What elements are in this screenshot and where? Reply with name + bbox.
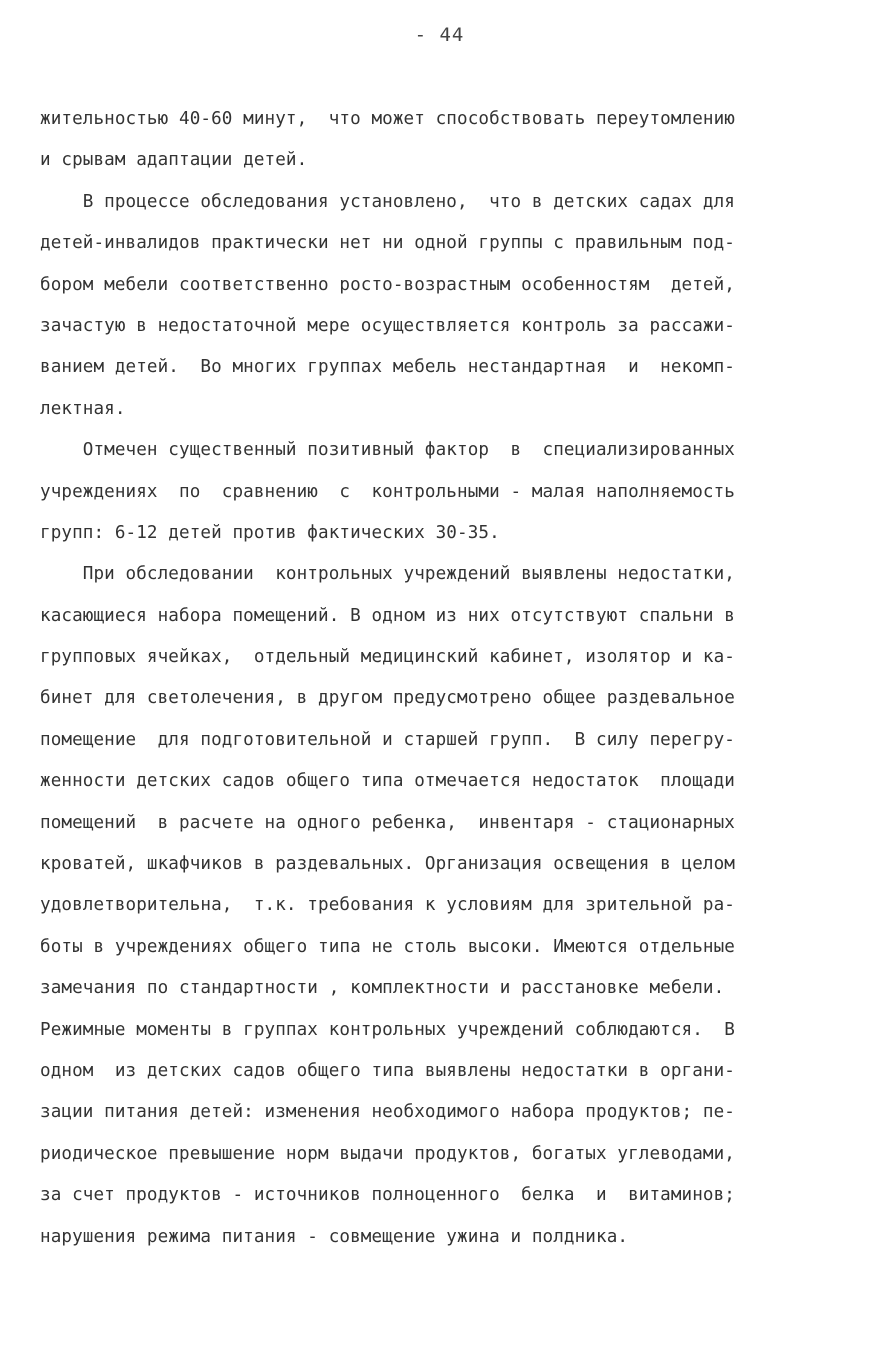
page-number: - 44 <box>414 24 465 46</box>
text-line: одном из детских садов общего типа выявлены недостатки в органи- <box>40 1060 736 1081</box>
text-line: групповых ячейках, отдельный медицинский кабинет, изолятор и ка- <box>40 647 736 668</box>
text-line: зации питания детей: изменения необходимого набора продуктов; пе- <box>40 1102 736 1123</box>
text-line: В процессе обследования установлено, что в детских садах для <box>40 191 736 212</box>
text-line: лектная. <box>40 398 126 419</box>
text-line: бором мебели соответственно росто-возрастным особенностям детей, <box>40 274 736 295</box>
text-line: детей-инвалидов практически нет ни одной группы с правильным под- <box>40 233 736 254</box>
text-line: удовлетворительна, т.к. требования к условиям для зрительной ра- <box>40 895 736 916</box>
text-line: ванием детей. Во многих группах мебель нестандартная и некомп- <box>40 357 736 378</box>
text-line: При обследовании контрольных учреждений выявлены недостатки, <box>40 564 736 585</box>
text-line: замечания по стандартности , комплектности и расстановке мебели. <box>40 978 725 999</box>
text-line: кроватей, шкафчиков в раздевальных. Организация освещения в целом <box>40 854 736 875</box>
text-line: женности детских садов общего типа отмечается недостаток площади <box>40 771 736 792</box>
text-line: помещений в расчете на одного ребенка, инвентаря - стационарных <box>40 812 736 833</box>
text-line: касающиеся набора помещений. В одном из них отсутствуют спальни в <box>40 605 736 626</box>
document-body <box>40 104 840 1263</box>
text-line: Отмечен существенный позитивный фактор в специализированных <box>40 440 736 461</box>
text-line: групп: 6-12 детей против фактических 30-35. <box>40 522 500 543</box>
text-line: и срывам адаптации детей. <box>40 150 308 171</box>
text-line: помещение для подготовительной и старшей групп. В силу перегру- <box>40 729 736 750</box>
text-line: боты в учреждениях общего типа не столь высоки. Имеются отдельные <box>40 936 736 957</box>
text-line: зачастую в недостаточной мере осуществляется контроль за рассажи- <box>40 315 736 336</box>
text-line: учреждениях по сравнению с контрольными - малая наполняемость <box>40 481 736 502</box>
text-line: жительностью 40-60 минут, что может способствовать переутомлению <box>40 109 736 129</box>
text-line: бинет для светолечения, в другом предусмотрено общее раздевальное <box>40 688 736 709</box>
text-line: риодическое превышение норм выдачи продуктов, богатых углеводами, <box>40 1143 736 1164</box>
text-line: нарушения режима питания - совмещение ужина и полдника. <box>40 1226 629 1247</box>
text-line: Режимные моменты в группах контрольных учреждений соблюдаются. В <box>40 1019 736 1040</box>
text-line: за счет продуктов - источников полноценного белка и витаминов; <box>40 1185 736 1206</box>
